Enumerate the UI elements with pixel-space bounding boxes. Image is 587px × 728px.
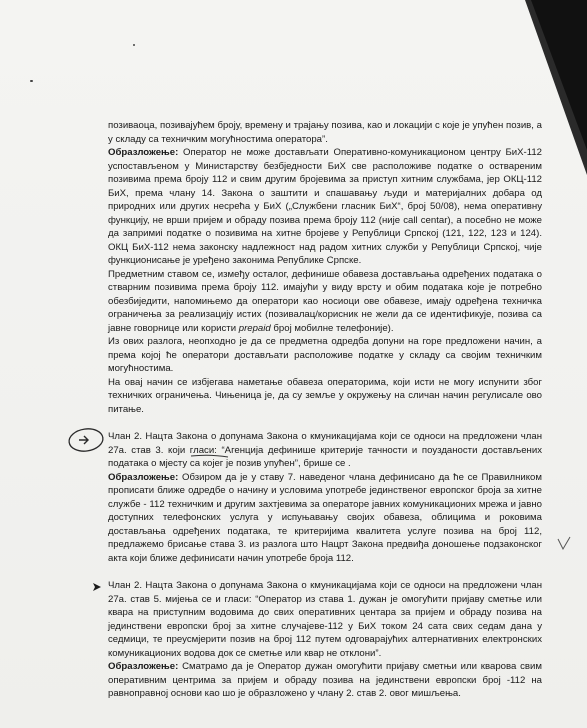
handwritten-circle-mark <box>66 425 106 455</box>
explanation-text: Обзиром да је у ставу 7. наведеног члана дефинисано да ће се Правилником прописати ближе одредбе о начину и условима употребе јединственог европског броја за хитне службе - 112 техничким и другим захтјевима за операторе јавних комуникационих мрежа и јавно доступних телефонских услуга у испуњавању својих обавеза, облицима и роковима достављања одређених података, те критеријима квалитета услуге позива на број 112, предлажемо брисање става 3. из разлога што Нацрт Закона предвиђа доношење подзаконског акта који ближе дефинисати начин употребе броја 112. <box>108 471 542 564</box>
arrow-bullet-icon <box>92 582 102 592</box>
paragraph-subject-text: Предметним ставом се, између осталог, дефинише обавеза достављања одређених података о стварним позивима према броју 112. имајући у виду врсту и обим података које је потребно обезбиједити, напомињемо да оператори као носиоци ове обавезе, имају одређена техничка ограничења за реализацију истих (позивалац/корисник не жели да се идентификује, позива са јавне говорнице или користи <box>108 268 542 334</box>
explanation-label: Образложење: <box>108 661 179 672</box>
document-body <box>108 119 542 701</box>
bullet-item-1 <box>108 430 542 565</box>
scan-speck <box>133 44 135 46</box>
bullet-1-text: Члан 2. Нацта Закона о допунама Закона о кмуникацијама који се односи на предложени члан 27а. став 3. који гласи: “Агенција дефинише критерије тачности и поузданости достављених података о мјесту са којег је позив упућен”, брише се . <box>108 431 542 469</box>
bullet-2-text: Члан 2. Нацта Закона о допунама Закона о кмуникацијама који се односи на предложени члан 27а. став 5. мијења се и гласи: “Оператор из става 1. дужан је омогућити пријаву сметње или квара на приступним водовима до свих оперативних центара за пријем и обраду позива на јединствени европски број за хитне случајеве-112 у БиХ током 24 сата свих седам дана у седмици, те преусмјерити позив на број 112 путем одговарајућих алтернативних електронских комуникационих водова док се сметње или квар не отклони”. <box>108 580 542 659</box>
paragraph-conclusion: На овај начин се избјегава наметање обавеза операторима, који исти не могу испунити због техничких ограничења. Чињеница је, да су земље у окружењу на сличан начин регулисале ово питање. <box>108 376 542 415</box>
explanation-text: Оператор не може достављати Оперативно-комуникационом центру БиХ-112 успостављеном у Министарству безбједности БиХ све расположиве податке о оствареним позивима према броју 112 и свим другим бројевима за приступ хитним службама, јер ОКЦ-112 БиХ, према члану 14. Закона о заштити и спашавању људи и материјалних добара од природних или других несрећа у БиХ („Службени гласник БиХ“, број 50/08), нема оперативну функцију, не врши пријем и обраду позива према броју 112 (није call centar), а посебно не може да запримиi податке о позивима на хитне бројеве у Републици Српској (121, 122, 123 и 124). ОКЦ БиХ-112 нема законску надлежност над радом хитних служби у Републици Српској, чије функционисање је уређено законима Републике Српске. <box>108 147 542 266</box>
paragraph-explanation-1 <box>108 146 542 268</box>
scan-speck <box>30 80 33 82</box>
prepaid-italic: prepaid <box>238 322 271 334</box>
paragraph-subject <box>108 268 542 336</box>
paragraph-subject-end: број мобилне телефоније). <box>270 322 394 334</box>
paragraph-reasons: Из ових разлога, неопходно је да се предметна одредба допуни на горе предложени начин, а према којој ће оператори достављати расположиве податке у складу са својим техничким могућностима. <box>108 336 542 374</box>
explanation-label: Образложење: <box>108 471 179 483</box>
bullet-item-2 <box>108 579 542 701</box>
handwritten-tick-mark <box>555 535 573 553</box>
paragraph-intro: позиваоца, позивајућем броју, времену и трајању позива, као и локацији с које је упућен позив, а у складу са техничким могућностима оператора”. <box>108 120 542 145</box>
explanation-label: Образложење: <box>108 147 179 158</box>
bullet-1-explanation <box>108 471 542 566</box>
explanation-text: Сматрамо да је Оператор дужан омогућити пријаву сметњи или кварова свим оперативним центрима за пријем и обраду позива на јединствени европски број -112 на равноправној основи као шо је образложено у члану 2. став 2. овог мишљења. <box>108 661 542 699</box>
bullet-2-explanation <box>108 660 542 701</box>
